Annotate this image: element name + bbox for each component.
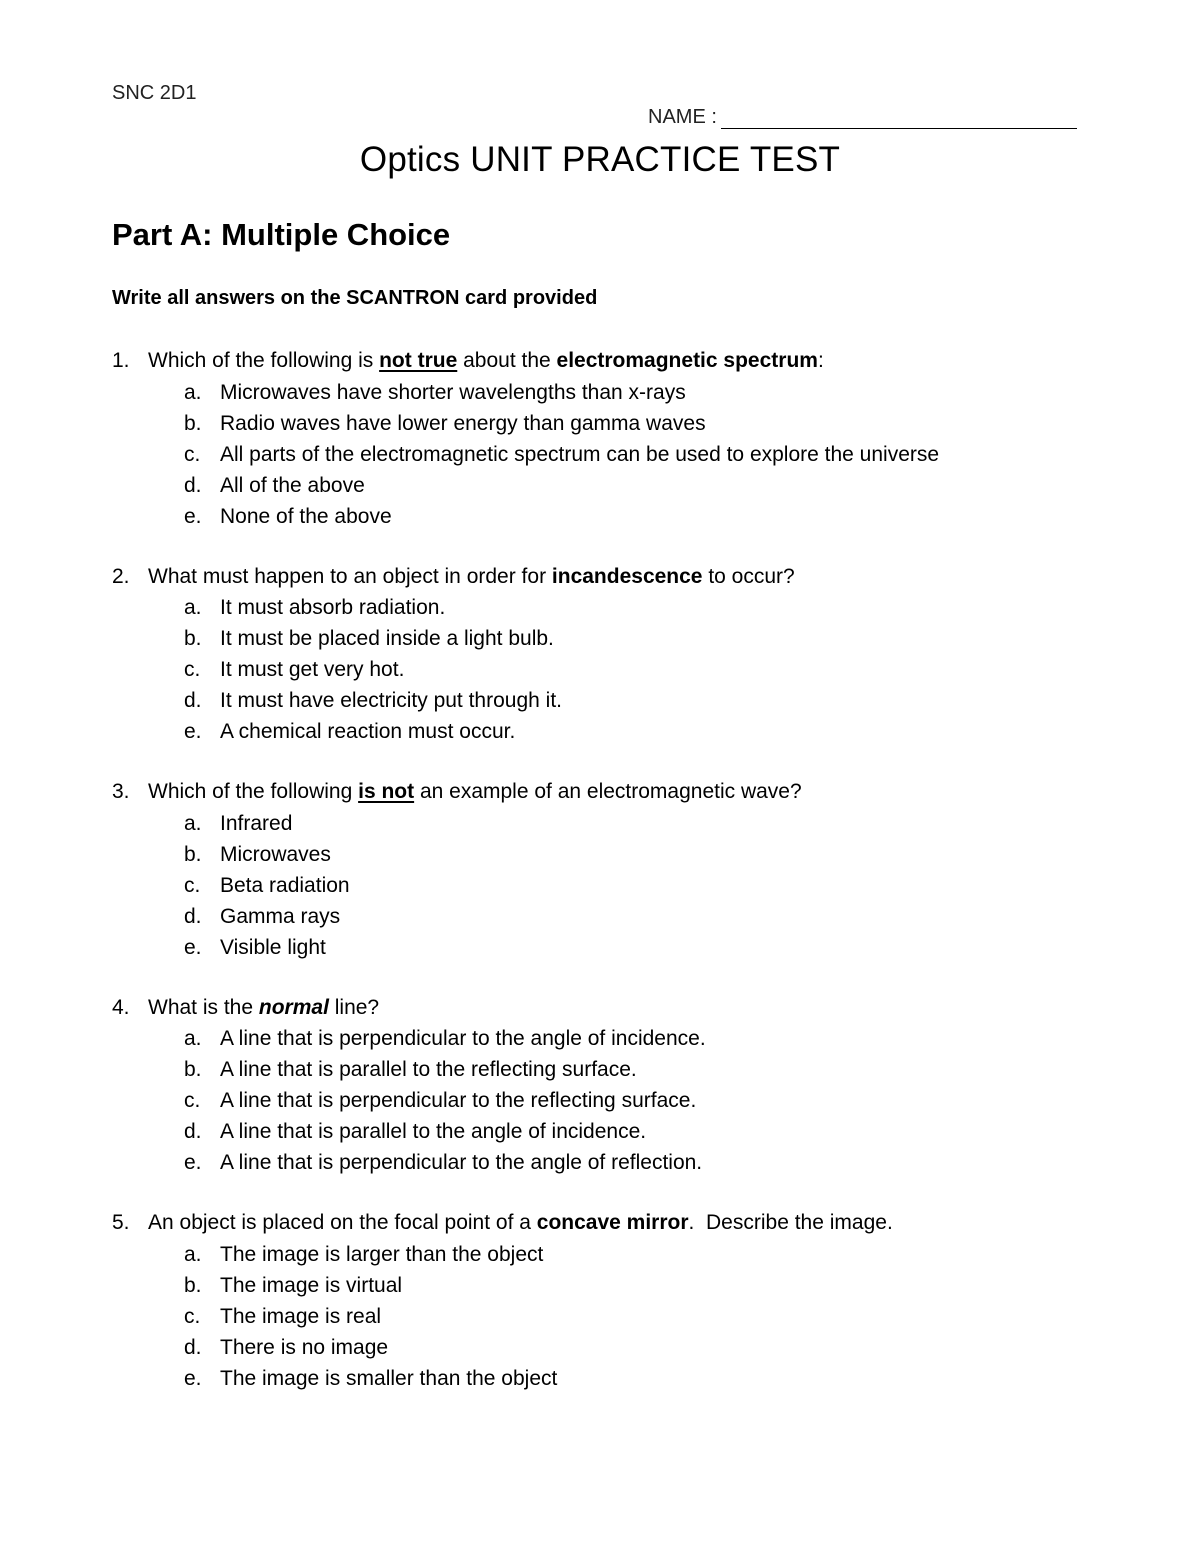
option-b: b. Microwaves — [184, 842, 331, 866]
option-e: e. A line that is perpendicular to the angle of reflection. — [184, 1151, 703, 1174]
name-field — [648, 106, 1077, 129]
question-text: Which of the following is not an example of an electromagnetic wave? — [148, 780, 802, 803]
option-b: b. A line that is parallel to the reflecting surface. — [184, 1058, 637, 1081]
question-5 — [112, 1208, 1112, 1394]
question-list — [112, 346, 1112, 1424]
page-title: Optics UNIT PRACTICE TEST — [359, 140, 841, 179]
option-a: a. The image is larger than the object — [184, 1242, 544, 1266]
question-stem — [112, 346, 1112, 377]
question-text: Which of the following is not true about the electromagnetic spectrum: — [148, 349, 824, 372]
option-d: d. A line that is parallel to the angle of incidence. — [184, 1120, 647, 1143]
question-number: 4. — [112, 995, 130, 1019]
question-2 — [112, 562, 1112, 748]
question-number: 5. — [112, 1211, 130, 1234]
option-b: b. It must be placed inside a light bulb. — [184, 627, 554, 650]
question-stem — [112, 777, 1112, 808]
name-label: NAME : — [648, 106, 717, 128]
option-list — [112, 1239, 1112, 1394]
option-e: e. None of the above — [184, 504, 392, 528]
option-b: b. The image is virtual — [184, 1273, 403, 1297]
question-stem — [112, 993, 1112, 1024]
course-code: SNC 2D1 — [112, 82, 197, 104]
option-a: a. It must absorb radiation. — [184, 596, 446, 619]
option-d: d. It must have electricity put through it. — [184, 689, 562, 712]
question-4 — [112, 993, 1112, 1179]
option-e: e. The image is smaller than the object — [184, 1366, 558, 1390]
question-text: An object is placed on the focal point of a concave mirror. Describe the image. — [148, 1211, 893, 1234]
option-list — [112, 1023, 1112, 1178]
instruction: Write all answers on the SCANTRON card provided — [112, 287, 598, 309]
option-list — [112, 592, 1112, 747]
option-e: e. A chemical reaction must occur. — [184, 720, 516, 743]
option-c: c. All parts of the electromagnetic spectrum can be used to explore the universe — [184, 442, 940, 466]
option-a: a. Microwaves have shorter wavelengths than x-rays — [184, 380, 686, 404]
option-a: a. Infrared — [184, 811, 293, 835]
question-number: 3. — [112, 780, 130, 803]
option-c: c. It must get very hot. — [184, 658, 405, 681]
question-number: 2. — [112, 564, 130, 588]
question-1 — [112, 346, 1112, 532]
option-list — [112, 377, 1112, 532]
question-3 — [112, 777, 1112, 963]
option-a: a. A line that is perpendicular to the angle of incidence. — [184, 1027, 706, 1050]
question-stem — [112, 562, 1112, 593]
question-text: What is the normal line? — [148, 995, 380, 1019]
option-b: b. Radio waves have lower energy than gamma waves — [184, 411, 706, 435]
option-d: d. All of the above — [184, 473, 365, 497]
option-c: c. Beta radiation — [184, 873, 350, 897]
question-stem — [112, 1208, 1112, 1239]
option-c: c. The image is real — [184, 1304, 382, 1328]
option-c: c. A line that is perpendicular to the reflecting surface. — [184, 1089, 697, 1112]
option-d: d. There is no image — [184, 1335, 389, 1359]
option-e: e. Visible light — [184, 935, 326, 959]
question-text: What must happen to an object in order for incandescence to occur? — [148, 564, 795, 588]
part-title: Part A: Multiple Choice — [112, 217, 451, 252]
name-blank-line — [721, 108, 1077, 129]
question-number: 1. — [112, 349, 130, 372]
option-d: d. Gamma rays — [184, 904, 341, 928]
option-list — [112, 808, 1112, 963]
